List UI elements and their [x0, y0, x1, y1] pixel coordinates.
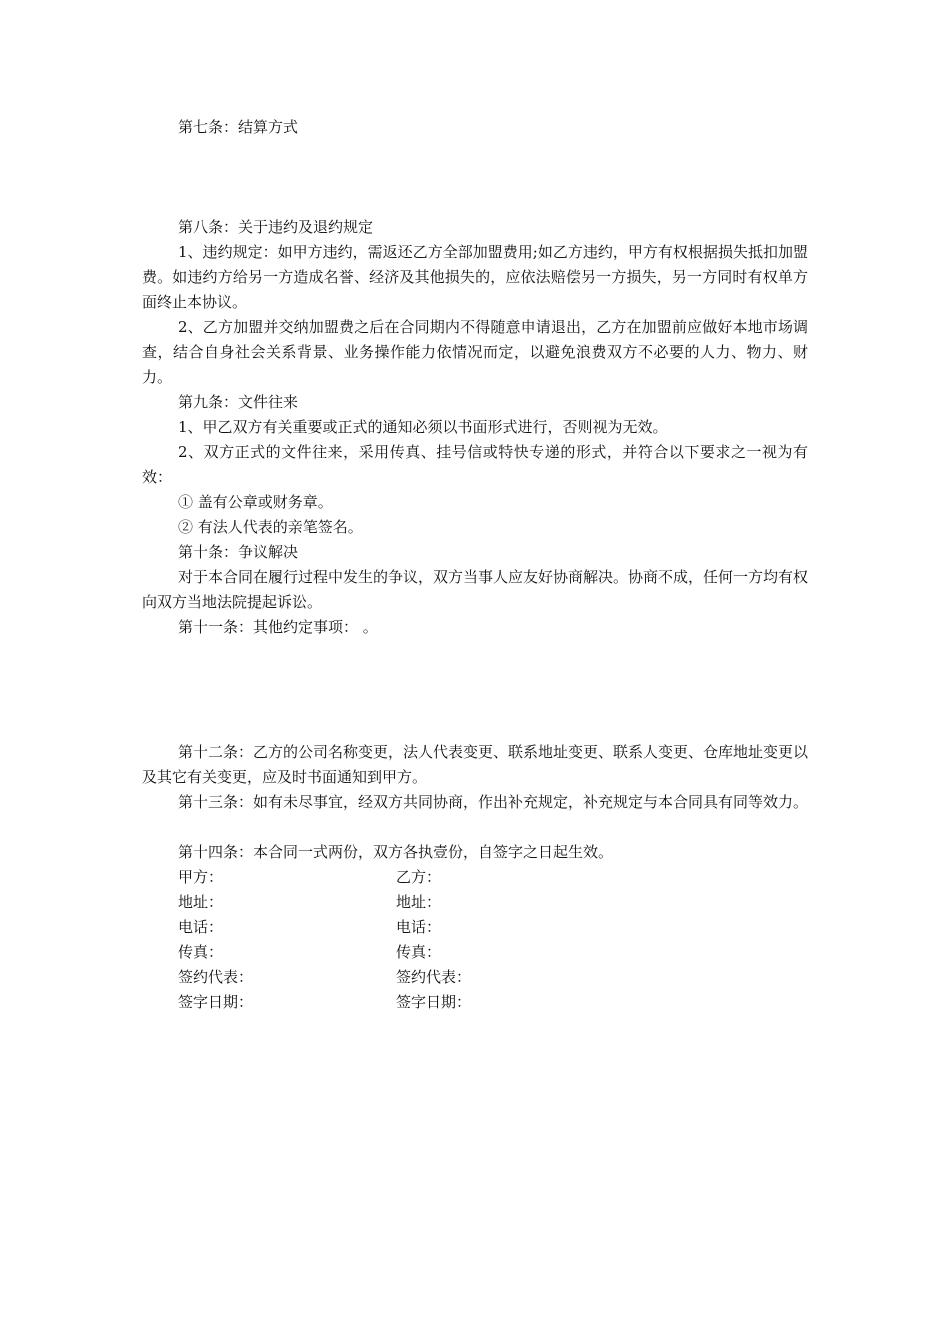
- party-a-label: 甲方：: [178, 868, 224, 886]
- article-9-clause-2: 2、双方正式的文件往来，采用传真、挂号信或特快专递的形式，并符合以下要求之一视为有效：: [142, 443, 808, 486]
- article-9-title: 第九条：文件往来: [178, 393, 299, 411]
- article-9-requirement-2: ② 有法人代表的亲笔签名。: [178, 518, 363, 536]
- party-b-phone-label: 电话：: [396, 918, 442, 936]
- party-b-fax-label: 传真：: [396, 943, 442, 961]
- party-a-representative-label: 签约代表：: [178, 968, 254, 986]
- article-14-body: 第十四条：本合同一式两份，双方各执壹份，自签字之日起生效。: [178, 843, 614, 861]
- article-12-body: 第十二条：乙方的公司名称变更，法人代表变更、联系地址变更、联系人变更、仓库地址变更以及其它有关变更，应及时书面通知到甲方。: [142, 743, 809, 786]
- party-a-fax-label: 传真：: [178, 943, 224, 961]
- article-9-clause-1: 1、甲乙双方有关重要或正式的通知必须以书面形式进行，否则视为无效。: [178, 418, 668, 436]
- party-a-date-label: 签字日期：: [178, 993, 254, 1011]
- party-a-phone-label: 电话：: [178, 918, 224, 936]
- article-13-body: 第十三条：如有未尽事宜，经双方共同协商，作出补充规定，补充规定与本合同具有同等效力。: [178, 793, 809, 811]
- article-8-clause-1: 1、违约规定：如甲方违约，需返还乙方全部加盟费用;如乙方违约，甲方有权根据损失抵扣加盟费。如违约方给另一方造成名誉、经济及其他损失的，应依法赔偿另一方损失，另一方同时有权单方面终止本协议。: [142, 243, 808, 311]
- party-b-label: 乙方：: [396, 868, 442, 886]
- article-10-title: 第十条：争议解决: [178, 543, 299, 561]
- party-a-address-label: 地址：: [178, 893, 224, 911]
- party-b-address-label: 地址：: [396, 893, 442, 911]
- article-10-body: 对于本合同在履行过程中发生的争议，双方当事人应友好协商解决。协商不成，任何一方均有权向双方当地法院提起诉讼。: [142, 568, 809, 611]
- article-7-title: 第七条：结算方式: [178, 118, 299, 136]
- article-9-requirement-1: ① 盖有公章或财务章。: [178, 493, 333, 511]
- party-b-representative-label: 签约代表：: [396, 968, 472, 986]
- article-8-title: 第八条：关于违约及退约规定: [178, 218, 374, 236]
- party-b-date-label: 签字日期：: [396, 993, 472, 1011]
- article-8-clause-2: 2、乙方加盟并交纳加盟费之后在合同期内不得随意申请退出，乙方在加盟前应做好本地市场调查，结合自身社会关系背景、业务操作能力依情况而定，以避免浪费双方不必要的人力、物力、财力。: [142, 318, 808, 386]
- article-11-title: 第十一条：其他约定事项： 。: [178, 618, 378, 636]
